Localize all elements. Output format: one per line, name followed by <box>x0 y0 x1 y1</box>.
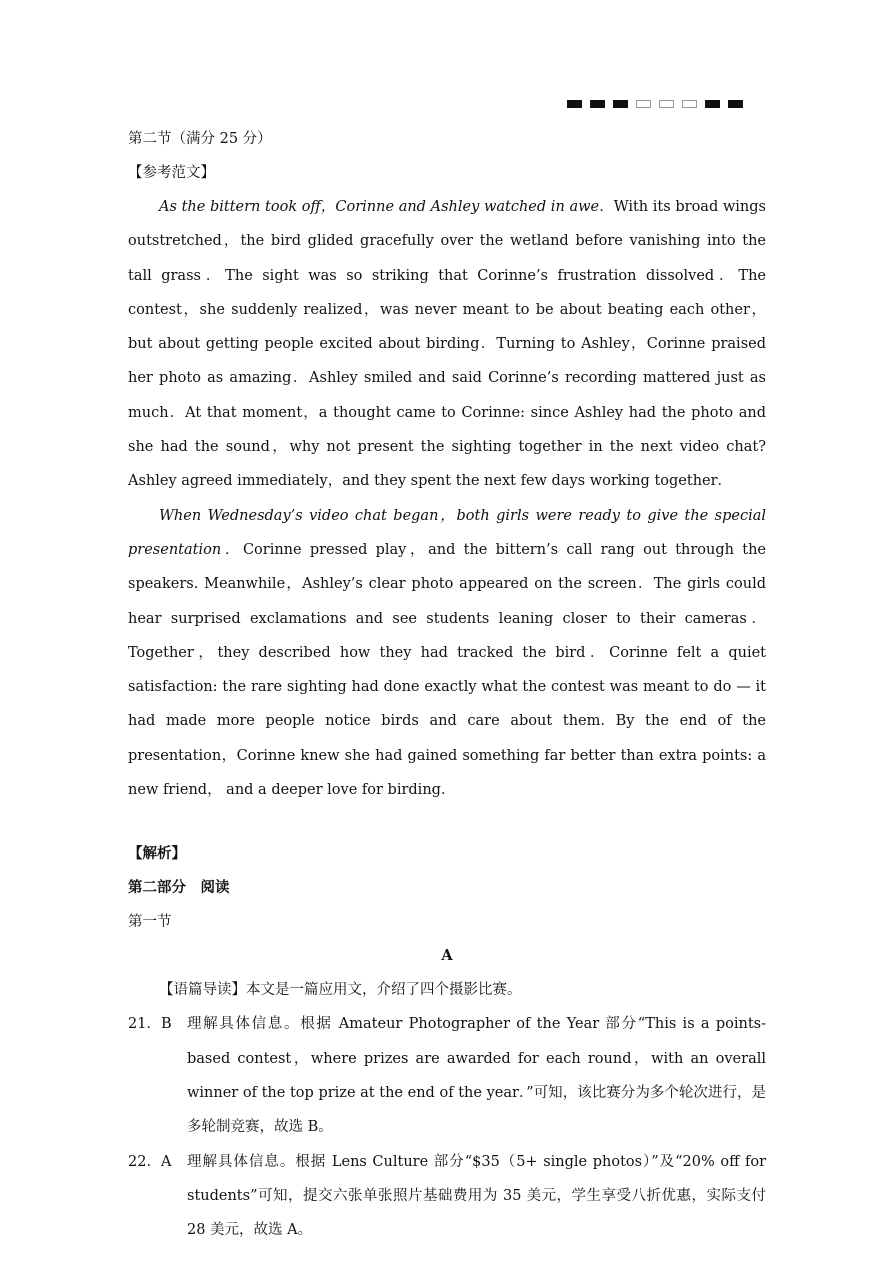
answer-item <box>128 1007 766 1144</box>
header-mark <box>590 100 605 108</box>
header-mark <box>659 100 674 108</box>
model-essay-label: 【参考范文】 <box>128 165 215 181</box>
paragraph-lead-sentence: As the bittern took off，Corinne and Ashley watched in awe． <box>159 199 614 215</box>
answer-explanation: 理解具体信息。根据 Amateur Photographer of the Year 部分“This is a points-based contest，where prizes are awarded for each round，with an overall winner of the top prize at the end of the year．”可知，该比赛分为多个轮次进行，是多轮制竞赛，故选 B。 <box>187 1016 766 1136</box>
part-heading: 第二部分 阅读 <box>128 879 230 897</box>
header-mark <box>705 100 720 108</box>
paragraph-body: With its broad wings outstretched，the bird glided gracefully over the wetland before vanishing into the tall grass．The sight was so striking that Corinne’s frustration dissolved．The contest，she suddenly realized，was never meant to be about beating each other，but about getting people excited about birding．Turning to Ashley，Corinne praised her photo as amazing．Ashley smiled and said Corinne’s recording mattered just as much．At that moment，a thought came to Corinne: since Ashley had the photo and she had the sound，why not present the sighting together in the next video chat? Ashley agreed immediately，and they spent the next few days working together． <box>128 199 766 490</box>
header-mark <box>613 100 628 108</box>
passage-intro: 【语篇导读】本文是一篇应用文，介绍了四个摄影比赛。 <box>159 982 522 999</box>
header-mark <box>682 100 697 108</box>
document-body <box>128 122 766 1247</box>
essay-paragraph-1 <box>128 190 766 499</box>
header-marks <box>567 100 743 108</box>
header-mark <box>567 100 582 108</box>
header-mark <box>728 100 743 108</box>
answer-number: 21．B <box>128 1016 172 1033</box>
paragraph-lead-sentence: When Wednesday’s video chat began，both girls were ready to give the special presentation． <box>128 507 766 558</box>
answer-explanation: 理解具体信息。根据 Lens Culture 部分“$35（5+ single photos）”及“20% off for students”可知，提交六张单张照片基础费用为 35 美元，学生享受八折优惠，实际支付 28 美元，故选 A。 <box>187 1153 766 1239</box>
analysis-label: 【解析】 <box>128 845 186 863</box>
passage-label: A <box>441 947 453 965</box>
header-mark <box>636 100 651 108</box>
section-heading: 第二节（满分 25 分） <box>128 131 272 147</box>
answer-number: 22．A <box>128 1153 172 1170</box>
paragraph-body: Corinne pressed play，and the bittern’s call rang out through the speakers. Meanwhile，Ashley’s clear photo appeared on the screen．The girls could hear surprised exclamations and see students leaning closer to their cameras．Together，they described how they had tracked the bird．Corinne felt a quiet satisfaction: the rare sighting had done exactly what the contest was meant to do — it had made more people notice birds and care about them. By the end of the presentation，Corinne knew she had gained something far better than extra points: a new friend， and a deeper love for birding． <box>128 541 766 799</box>
essay-paragraph-2 <box>128 499 766 808</box>
answer-item <box>128 1145 766 1248</box>
subsection-heading: 第一节 <box>128 914 172 931</box>
